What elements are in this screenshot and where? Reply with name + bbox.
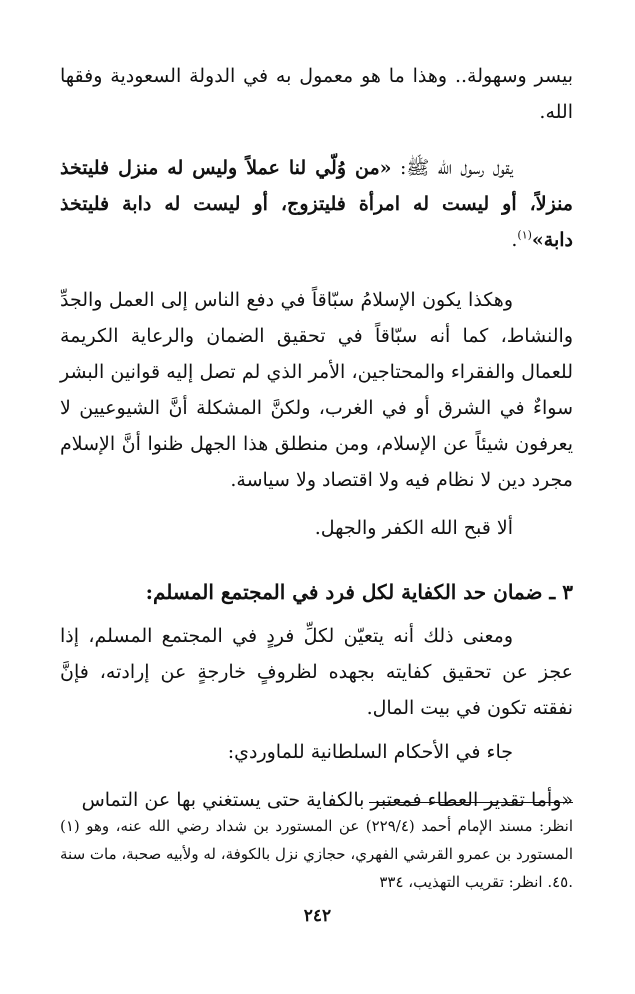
paragraph-1: بيسر وسهولة.. وهذا ما هو معمول به في الدولة السعودية وفقها الله.	[60, 65, 573, 123]
page-number: ٢٤٢	[303, 906, 332, 926]
paragraph-5: ومعنى ذلك أنه يتعيّن لكلِّ فردٍ في المجتمع المسلم، إذا عجز عن تحقيق كفايته بجهده لظروفٍ خارجةٍ عن إرادته، فإنَّ نفقته تكون في بيت المال.	[60, 625, 573, 719]
paragraph-3: وهكذا يكون الإسلامُ سبّاقاً في دفع الناس إلى العمل والجدِّ والنشاط، كما أنه سبّاقاً في تحقيق الضمان والرعاية الكريمة للعمال والفقراء والمحتاجين، الأمر الذي لم تصل إليه قوانين البشر سواءٌ في الشرق أو في الغرب، ولكنَّ المشكلة أنَّ الشيوعيين لا يعرفون شيئاً عن الإسلام، ومن منطلق هذا الجهل ظنوا أنَّ الإسلام مجرد دين لا نظام فيه ولا اقتصاد ولا سياسة.	[60, 289, 573, 491]
paragraph-hadith	[60, 150, 573, 258]
hadith-text: «من وُلّي لنا عملاً وليس له منزل فليتخذ منزلاً، أو ليست له امرأة فليتزوج، أو ليست له دابة فليتخذ دابة»	[60, 157, 573, 251]
hadith-intro: يقول رسول الله ﷺ:	[391, 157, 513, 179]
paragraph-7: «وأما تقدير العطاء فمعتبر بالكفاية حتى يستغني بها عن التماس	[81, 789, 573, 811]
hadith-end: .	[511, 229, 518, 251]
footnote-reference: (١)	[517, 228, 532, 242]
paragraph-4: ألا قبح الله الكفر والجهل.	[314, 517, 513, 539]
section-heading: ٣ ـ ضمان حد الكفاية لكل فرد في المجتمع المسلم:	[145, 580, 573, 604]
footnote-divider	[369, 802, 573, 803]
footnote: (١) انظر: مسند الإمام أحمد (٢٢٩/٤) عن المستورد بن شداد رضي الله عنه، وهو المستورد بن عمرو القرشي الفهري، حجازي نزل بالكوفة، له ولأبيه صحبة، مات سنة ٤٥. انظر: تقريب التهذيب، ٣٣٤.	[60, 817, 573, 891]
paragraph-6: جاء في الأحكام السلطانية للماوردي:	[227, 741, 513, 763]
